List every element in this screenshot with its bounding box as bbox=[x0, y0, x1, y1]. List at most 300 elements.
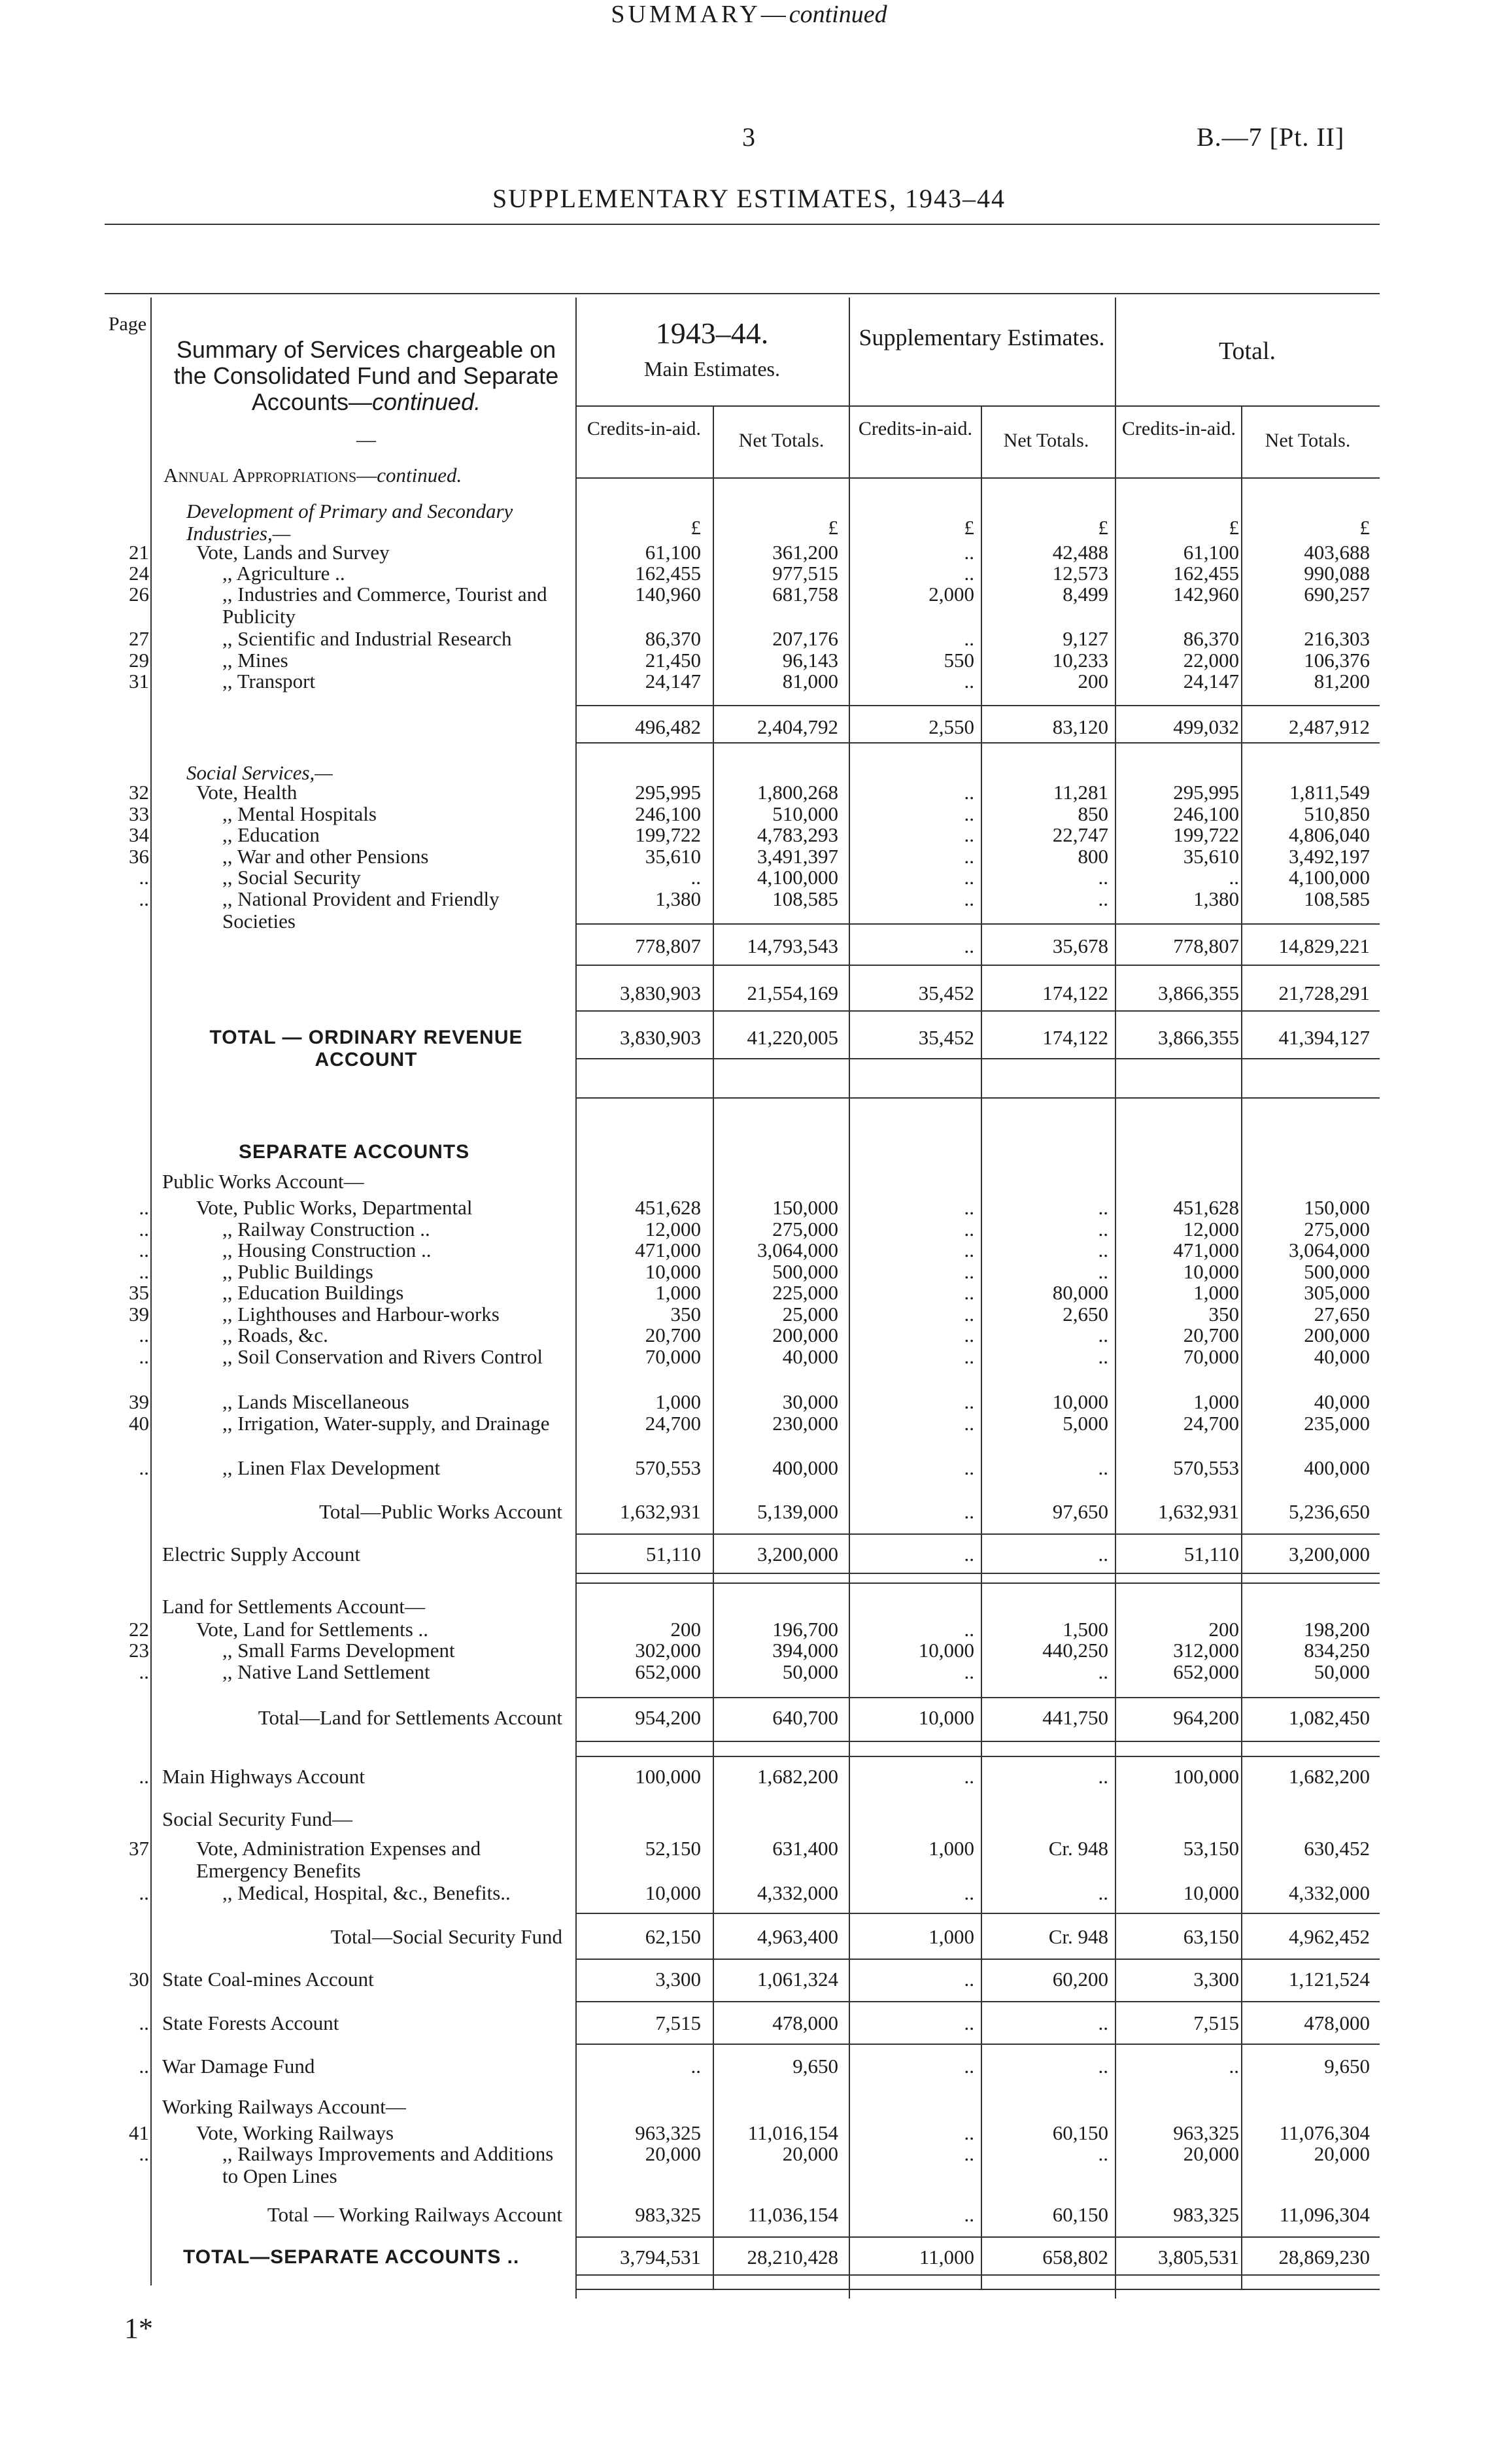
row-value: 108,585 bbox=[772, 887, 838, 910]
row-value: .. bbox=[964, 823, 974, 846]
row-value: 1,000 bbox=[928, 1925, 974, 1948]
row-description: Electric Supply Account bbox=[162, 1543, 361, 1566]
row-value: 20,700 bbox=[1183, 1324, 1239, 1346]
row-value: 100,000 bbox=[635, 1765, 701, 1788]
row-value: 12,000 bbox=[1183, 1218, 1239, 1241]
row-value: .. bbox=[964, 2203, 974, 2226]
row-value: 2,487,912 bbox=[1289, 715, 1370, 738]
row-value: 7,515 bbox=[655, 2011, 701, 2034]
row-value: 1,682,200 bbox=[1289, 1765, 1370, 1788]
row-value: 1,800,268 bbox=[757, 781, 838, 804]
row-value: 21,450 bbox=[645, 649, 701, 672]
row-value: 14,793,543 bbox=[747, 934, 838, 957]
row-description: Vote, Health bbox=[196, 781, 298, 804]
header-bottom-rule bbox=[575, 477, 1380, 479]
row-value: .. bbox=[1098, 2055, 1108, 2078]
row-value: .. bbox=[964, 781, 974, 804]
row-description: Main Highways Account bbox=[162, 1765, 365, 1788]
row-value: 954,200 bbox=[635, 1706, 701, 1729]
col-rule-6 bbox=[1241, 405, 1242, 2289]
description-column-header: Summary of Services chargeable on the Consolidated Fund and Separate Accounts—continued. bbox=[173, 336, 559, 415]
row-value: .. bbox=[964, 1324, 974, 1346]
row-value: 174,122 bbox=[1042, 1026, 1108, 1049]
row-value: 41,394,127 bbox=[1278, 1026, 1370, 1049]
row-value: 1,000 bbox=[1193, 1390, 1239, 1413]
row-value: .. bbox=[1098, 1345, 1108, 1368]
row-value: 10,000 bbox=[918, 1639, 974, 1662]
row-value: 22,747 bbox=[1052, 823, 1108, 846]
row-value: 1,061,324 bbox=[757, 1968, 838, 1991]
row-value: .. bbox=[964, 1456, 974, 1479]
row-value: 312,000 bbox=[1173, 1639, 1239, 1662]
row-value: 28,869,230 bbox=[1278, 2246, 1370, 2268]
row-value: 499,032 bbox=[1173, 715, 1239, 738]
row-value: 570,553 bbox=[1173, 1456, 1239, 1479]
row-page-ref: 39 bbox=[129, 1390, 149, 1413]
row-page-ref: 41 bbox=[129, 2121, 149, 2144]
row-value: 174,122 bbox=[1042, 982, 1108, 1004]
row-value: Cr. 948 bbox=[1048, 1837, 1108, 1860]
row-value: 62,150 bbox=[645, 1925, 701, 1948]
row-value: 500,000 bbox=[1304, 1260, 1370, 1283]
row-value: 81,200 bbox=[1314, 670, 1370, 693]
row-page-ref: 33 bbox=[129, 802, 149, 825]
row-description: Vote, Working Railways bbox=[196, 2121, 394, 2144]
row-value: 1,000 bbox=[1193, 1281, 1239, 1304]
row-value: 1,500 bbox=[1063, 1618, 1108, 1641]
row-value: 510,000 bbox=[772, 802, 838, 825]
row-description: State Coal-mines Account bbox=[162, 1968, 374, 1991]
row-value: .. bbox=[1098, 2142, 1108, 2165]
row-value: 3,866,355 bbox=[1158, 1026, 1239, 1049]
row-page-ref: .. bbox=[139, 1260, 149, 1283]
row-description: Total—Public Works Account bbox=[319, 1500, 562, 1523]
row-value: 3,805,531 bbox=[1158, 2246, 1239, 2268]
row-value: 640,700 bbox=[772, 1706, 838, 1729]
row-value: 4,100,000 bbox=[1289, 866, 1370, 889]
page-number: 3 bbox=[742, 122, 755, 152]
row-value: 478,000 bbox=[772, 2011, 838, 2034]
subtotal-rule bbox=[575, 1010, 1380, 1012]
row-value: .. bbox=[964, 1500, 974, 1523]
subtotal-rule bbox=[575, 965, 1380, 966]
row-value: .. bbox=[964, 1303, 974, 1326]
subtotal-rule bbox=[575, 2236, 1380, 2238]
credits-in-aid-header: Credits-in-aid. bbox=[1121, 418, 1236, 439]
subtotal-rule bbox=[575, 1583, 1380, 1584]
row-value: .. bbox=[964, 1281, 974, 1304]
summary-heading: SUMMARY—continued bbox=[611, 1, 887, 28]
row-value: 2,550 bbox=[928, 715, 974, 738]
row-value: 40,000 bbox=[1314, 1390, 1370, 1413]
subtotal-rule bbox=[575, 1756, 1380, 1757]
row-page-ref: 22 bbox=[129, 1618, 149, 1641]
row-page-ref: 36 bbox=[129, 845, 149, 868]
row-value: 12,000 bbox=[645, 1218, 701, 1241]
row-value: 496,482 bbox=[635, 715, 701, 738]
row-value: 12,573 bbox=[1052, 562, 1108, 585]
row-value: 403,688 bbox=[1304, 541, 1370, 564]
row-value: 2,000 bbox=[928, 583, 974, 606]
row-value: .. bbox=[1098, 2011, 1108, 2034]
row-value: .. bbox=[1098, 1881, 1108, 1904]
row-value: 20,000 bbox=[1314, 2142, 1370, 2165]
row-value: 86,370 bbox=[645, 627, 701, 650]
row-value: 10,000 bbox=[1052, 1390, 1108, 1413]
row-description: State Forests Account bbox=[162, 2011, 339, 2034]
row-value: .. bbox=[964, 2055, 974, 2078]
row-description: TOTAL — ORDINARY REVENUE ACCOUNT bbox=[209, 1027, 523, 1070]
row-description: ,, Lighthouses and Harbour-works bbox=[222, 1303, 500, 1326]
row-value: 63,150 bbox=[1183, 1925, 1239, 1948]
row-page-ref: 27 bbox=[129, 627, 149, 650]
row-value: 3,064,000 bbox=[757, 1239, 838, 1261]
row-value: 35,610 bbox=[645, 845, 701, 868]
row-value: 35,452 bbox=[918, 982, 974, 1004]
row-value: 630,452 bbox=[1304, 1837, 1370, 1860]
main-estimates-year: 1943–44. bbox=[655, 317, 769, 350]
row-value: 10,000 bbox=[1183, 1881, 1239, 1904]
row-value: 96,143 bbox=[782, 649, 838, 672]
row-value: 778,807 bbox=[635, 934, 701, 957]
row-value: 3,064,000 bbox=[1289, 1239, 1370, 1261]
row-description: ,, Soil Conservation and Rivers Control bbox=[222, 1345, 543, 1368]
subtotal-rule bbox=[575, 1058, 1380, 1059]
row-description: ,, Agriculture .. bbox=[222, 562, 345, 585]
row-value: 200 bbox=[670, 1618, 701, 1641]
row-description: ,, National Provident and Friendly Societies bbox=[222, 887, 500, 933]
row-value: 652,000 bbox=[635, 1660, 701, 1683]
row-description: ,, Industries and Commerce, Tourist and Publicity bbox=[222, 583, 547, 628]
document-reference: B.—7 [Pt. II] bbox=[1197, 122, 1345, 152]
row-description: Vote, Administration Expenses and Emergency Benefits bbox=[196, 1837, 481, 1882]
row-value: 21,728,291 bbox=[1278, 982, 1370, 1004]
row-value: .. bbox=[964, 562, 974, 585]
row-description: ,, Public Buildings bbox=[222, 1260, 373, 1283]
row-description: ,, Irrigation, Water-supply, and Drainage bbox=[222, 1412, 550, 1435]
row-value: 4,962,452 bbox=[1289, 1925, 1370, 1948]
row-value: 20,000 bbox=[782, 2142, 838, 2165]
row-description: ,, Roads, &c. bbox=[222, 1324, 328, 1346]
row-value: 142,960 bbox=[1173, 583, 1239, 606]
row-description: ,, Education bbox=[222, 823, 320, 846]
row-value: 27,650 bbox=[1314, 1303, 1370, 1326]
header-rule bbox=[105, 224, 1380, 225]
row-value: .. bbox=[964, 1412, 974, 1435]
page-footer-mark: 1* bbox=[124, 2312, 153, 2344]
row-page-ref: 35 bbox=[129, 1281, 149, 1304]
row-value: 70,000 bbox=[645, 1345, 701, 1368]
row-page-ref: 21 bbox=[129, 541, 149, 564]
row-value: .. bbox=[964, 1968, 974, 1991]
row-description: Total—Land for Settlements Account bbox=[258, 1706, 562, 1729]
row-value: 70,000 bbox=[1183, 1345, 1239, 1368]
row-value: 10,000 bbox=[1183, 1260, 1239, 1283]
row-description: ,, Native Land Settlement bbox=[222, 1660, 430, 1683]
row-value: .. bbox=[964, 670, 974, 693]
row-value: 440,250 bbox=[1042, 1639, 1108, 1662]
row-value: 207,176 bbox=[772, 627, 838, 650]
row-value: 10,000 bbox=[645, 1260, 701, 1283]
row-value: .. bbox=[1098, 1660, 1108, 1683]
row-value: 10,000 bbox=[918, 1706, 974, 1729]
row-value: 11,016,154 bbox=[747, 2121, 838, 2144]
row-value: .. bbox=[964, 1390, 974, 1413]
row-value: 350 bbox=[670, 1303, 701, 1326]
row-value: 8,499 bbox=[1063, 583, 1108, 606]
row-description: ,, Railways Improvements and Additions to Open Lines bbox=[222, 2142, 554, 2187]
row-value: 20,000 bbox=[645, 2142, 701, 2165]
row-value: 275,000 bbox=[772, 1218, 838, 1241]
row-value: 30,000 bbox=[782, 1390, 838, 1413]
row-value: 4,806,040 bbox=[1289, 823, 1370, 846]
row-value: .. bbox=[1229, 866, 1239, 889]
row-value: .. bbox=[964, 1196, 974, 1219]
row-page-ref: 24 bbox=[129, 562, 149, 585]
row-value: 60,150 bbox=[1052, 2203, 1108, 2226]
net-totals-header: Net Totals. bbox=[738, 430, 825, 451]
row-value: 60,150 bbox=[1052, 2121, 1108, 2144]
row-value: 1,632,931 bbox=[620, 1500, 701, 1523]
row-value: 1,811,549 bbox=[1289, 781, 1370, 804]
credits-in-aid-header: Credits-in-aid. bbox=[858, 418, 973, 439]
subtotal-rule bbox=[575, 1533, 1380, 1535]
row-value: .. bbox=[964, 1345, 974, 1368]
row-value: 305,000 bbox=[1304, 1281, 1370, 1304]
row-value: 50,000 bbox=[782, 1660, 838, 1683]
row-page-ref: 23 bbox=[129, 1639, 149, 1662]
row-value: 361,200 bbox=[772, 541, 838, 564]
row-value: 50,000 bbox=[1314, 1660, 1370, 1683]
row-value: 20,000 bbox=[1183, 2142, 1239, 2165]
row-value: 230,000 bbox=[772, 1412, 838, 1435]
row-value: 11,000 bbox=[919, 2246, 974, 2268]
row-value: 81,000 bbox=[782, 670, 838, 693]
row-value: 3,300 bbox=[1193, 1968, 1239, 1991]
row-value: 400,000 bbox=[1304, 1456, 1370, 1479]
row-value: 4,332,000 bbox=[757, 1881, 838, 1904]
row-value: 9,650 bbox=[792, 2055, 838, 2078]
row-description: ,, Housing Construction .. bbox=[222, 1239, 432, 1261]
row-value: 963,325 bbox=[635, 2121, 701, 2144]
subtotal-rule bbox=[575, 742, 1380, 744]
row-description: Vote, Land for Settlements .. bbox=[196, 1618, 429, 1641]
row-value: .. bbox=[1229, 2055, 1239, 2078]
row-value: 235,000 bbox=[1304, 1412, 1370, 1435]
row-value: 4,332,000 bbox=[1289, 1881, 1370, 1904]
row-description: Vote, Lands and Survey bbox=[196, 541, 390, 564]
row-page-ref: .. bbox=[139, 1239, 149, 1261]
row-description: Total—Social Security Fund bbox=[330, 1925, 562, 1948]
row-value: .. bbox=[1098, 1239, 1108, 1261]
row-value: 199,722 bbox=[635, 823, 701, 846]
row-value: 4,963,400 bbox=[757, 1925, 838, 1948]
row-value: .. bbox=[964, 1218, 974, 1241]
row-value: .. bbox=[1098, 1260, 1108, 1283]
row-value: 11,036,154 bbox=[747, 2203, 838, 2226]
row-value: 834,250 bbox=[1304, 1639, 1370, 1662]
subtotal-rule bbox=[575, 2289, 1380, 2290]
row-value: 80,000 bbox=[1052, 1281, 1108, 1304]
row-value: 3,794,531 bbox=[620, 2246, 701, 2268]
row-value: 4,100,000 bbox=[757, 866, 838, 889]
row-description: ,, Linen Flax Development bbox=[222, 1456, 441, 1479]
row-value: 21,554,169 bbox=[747, 982, 838, 1004]
row-page-ref: .. bbox=[139, 2142, 149, 2165]
net-totals-header: Net Totals. bbox=[1003, 430, 1089, 451]
row-value: .. bbox=[964, 2011, 974, 2034]
row-value: 246,100 bbox=[1173, 802, 1239, 825]
row-value: .. bbox=[690, 2055, 701, 2078]
row-value: .. bbox=[964, 2121, 974, 2144]
row-value: .. bbox=[1098, 1218, 1108, 1241]
row-value: 3,491,397 bbox=[757, 845, 838, 868]
row-value: 295,995 bbox=[1173, 781, 1239, 804]
row-value: 1,000 bbox=[928, 1837, 974, 1860]
row-description: Vote, Public Works, Departmental bbox=[196, 1196, 473, 1219]
row-page-ref: 32 bbox=[129, 781, 149, 804]
row-value: 451,628 bbox=[635, 1196, 701, 1219]
row-page-ref: .. bbox=[139, 1660, 149, 1683]
row-value: 681,758 bbox=[772, 583, 838, 606]
row-value: 35,452 bbox=[918, 1026, 974, 1049]
subtotal-rule bbox=[575, 2274, 1380, 2276]
row-value: 510,850 bbox=[1304, 802, 1370, 825]
row-value: 97,650 bbox=[1052, 1500, 1108, 1523]
row-value: .. bbox=[1098, 887, 1108, 910]
row-value: 1,121,524 bbox=[1289, 1968, 1370, 1991]
row-page-ref: 34 bbox=[129, 823, 149, 846]
row-value: 24,700 bbox=[1183, 1412, 1239, 1435]
subtotal-rule bbox=[575, 1959, 1380, 1960]
row-description: ,, War and other Pensions bbox=[222, 845, 429, 868]
row-value: 22,000 bbox=[1183, 649, 1239, 672]
row-value: 60,200 bbox=[1052, 1968, 1108, 1991]
row-value: 570,553 bbox=[635, 1456, 701, 1479]
row-value: .. bbox=[964, 1239, 974, 1261]
row-value: .. bbox=[964, 866, 974, 889]
row-value: .. bbox=[1098, 1456, 1108, 1479]
row-value: .. bbox=[964, 802, 974, 825]
row-value: 3,866,355 bbox=[1158, 982, 1239, 1004]
row-value: 690,257 bbox=[1304, 583, 1370, 606]
row-value: 471,000 bbox=[635, 1239, 701, 1261]
col-rule-4 bbox=[981, 405, 982, 2289]
row-value: 200 bbox=[1208, 1618, 1239, 1641]
row-description: ,, Lands Miscellaneous bbox=[222, 1390, 409, 1413]
row-description: ,, Railway Construction .. bbox=[222, 1218, 430, 1241]
row-description: TOTAL—SEPARATE ACCOUNTS .. bbox=[183, 2246, 520, 2268]
row-value: 24,700 bbox=[645, 1412, 701, 1435]
row-value: .. bbox=[964, 1260, 974, 1283]
row-value: 3,300 bbox=[655, 1968, 701, 1991]
row-value: 11,096,304 bbox=[1279, 2203, 1370, 2226]
subtotal-rule bbox=[575, 2044, 1380, 2045]
row-value: 83,120 bbox=[1052, 715, 1108, 738]
row-value: .. bbox=[964, 627, 974, 650]
row-value: 295,995 bbox=[635, 781, 701, 804]
row-page-ref: .. bbox=[139, 2011, 149, 2034]
row-value: 441,750 bbox=[1042, 1706, 1108, 1729]
row-value: 9,127 bbox=[1063, 627, 1108, 650]
row-value: 40,000 bbox=[782, 1345, 838, 1368]
row-page-ref: .. bbox=[139, 1218, 149, 1241]
row-value: 3,830,903 bbox=[620, 1026, 701, 1049]
description-dash: — bbox=[356, 429, 376, 451]
row-value: 200,000 bbox=[772, 1324, 838, 1346]
row-value: 150,000 bbox=[772, 1196, 838, 1219]
row-value: 162,455 bbox=[1173, 562, 1239, 585]
row-value: 25,000 bbox=[782, 1303, 838, 1326]
row-value: 11,076,304 bbox=[1279, 2121, 1370, 2144]
row-page-ref: 37 bbox=[129, 1837, 149, 1860]
row-value: 200 bbox=[1078, 670, 1108, 693]
supplementary-estimates-header: Supplementary Estimates. bbox=[859, 324, 1105, 351]
row-page-ref: 29 bbox=[129, 649, 149, 672]
row-value: 199,722 bbox=[1173, 823, 1239, 846]
row-value: .. bbox=[1098, 1543, 1108, 1566]
row-value: 4,783,293 bbox=[757, 823, 838, 846]
row-value: 1,632,931 bbox=[1158, 1500, 1239, 1523]
row-value: 14,829,221 bbox=[1278, 934, 1370, 957]
row-value: 983,325 bbox=[1173, 2203, 1239, 2226]
page-column-header: Page bbox=[108, 313, 147, 335]
row-value: 24,147 bbox=[1183, 670, 1239, 693]
row-description: ,, Education Buildings bbox=[222, 1281, 404, 1304]
row-description: ,, Mental Hospitals bbox=[222, 802, 377, 825]
row-value: 400,000 bbox=[772, 1456, 838, 1479]
row-value: 51,110 bbox=[1183, 1543, 1239, 1566]
row-value: 246,100 bbox=[635, 802, 701, 825]
row-value: 350 bbox=[1208, 1303, 1239, 1326]
row-value: 990,088 bbox=[1304, 562, 1370, 585]
row-value: 800 bbox=[1078, 845, 1108, 868]
row-value: 451,628 bbox=[1173, 1196, 1239, 1219]
row-value: .. bbox=[964, 541, 974, 564]
row-value: .. bbox=[1098, 1196, 1108, 1219]
row-page-ref: 40 bbox=[129, 1412, 149, 1435]
row-value: 196,700 bbox=[772, 1618, 838, 1641]
row-value: 162,455 bbox=[635, 562, 701, 585]
row-value: 394,000 bbox=[772, 1639, 838, 1662]
row-value: 652,000 bbox=[1173, 1660, 1239, 1683]
row-page-ref: .. bbox=[139, 887, 149, 910]
row-value: 778,807 bbox=[1173, 934, 1239, 957]
row-value: 550 bbox=[944, 649, 974, 672]
row-value: 3,200,000 bbox=[1289, 1543, 1370, 1566]
page-col-rule bbox=[150, 298, 152, 2285]
row-value: 52,150 bbox=[645, 1837, 701, 1860]
row-page-ref: .. bbox=[139, 2055, 149, 2078]
row-page-ref: .. bbox=[139, 1345, 149, 1368]
row-value: 106,376 bbox=[1304, 649, 1370, 672]
row-value: 108,585 bbox=[1304, 887, 1370, 910]
row-page-ref: 26 bbox=[129, 583, 149, 606]
subtotal-rule bbox=[575, 923, 1380, 925]
row-value: 478,000 bbox=[1304, 2011, 1370, 2034]
row-value: 10,000 bbox=[645, 1881, 701, 1904]
row-value: 216,303 bbox=[1304, 627, 1370, 650]
row-value: 2,404,792 bbox=[757, 715, 838, 738]
main-estimates-header: Main Estimates. bbox=[644, 357, 780, 381]
row-value: 100,000 bbox=[1173, 1765, 1239, 1788]
row-value: 500,000 bbox=[772, 1260, 838, 1283]
row-value: 1,000 bbox=[655, 1281, 701, 1304]
row-value: 1,000 bbox=[655, 1390, 701, 1413]
row-value: .. bbox=[964, 1881, 974, 1904]
total-header: Total. bbox=[1218, 337, 1276, 365]
row-value: 11,281 bbox=[1053, 781, 1108, 804]
